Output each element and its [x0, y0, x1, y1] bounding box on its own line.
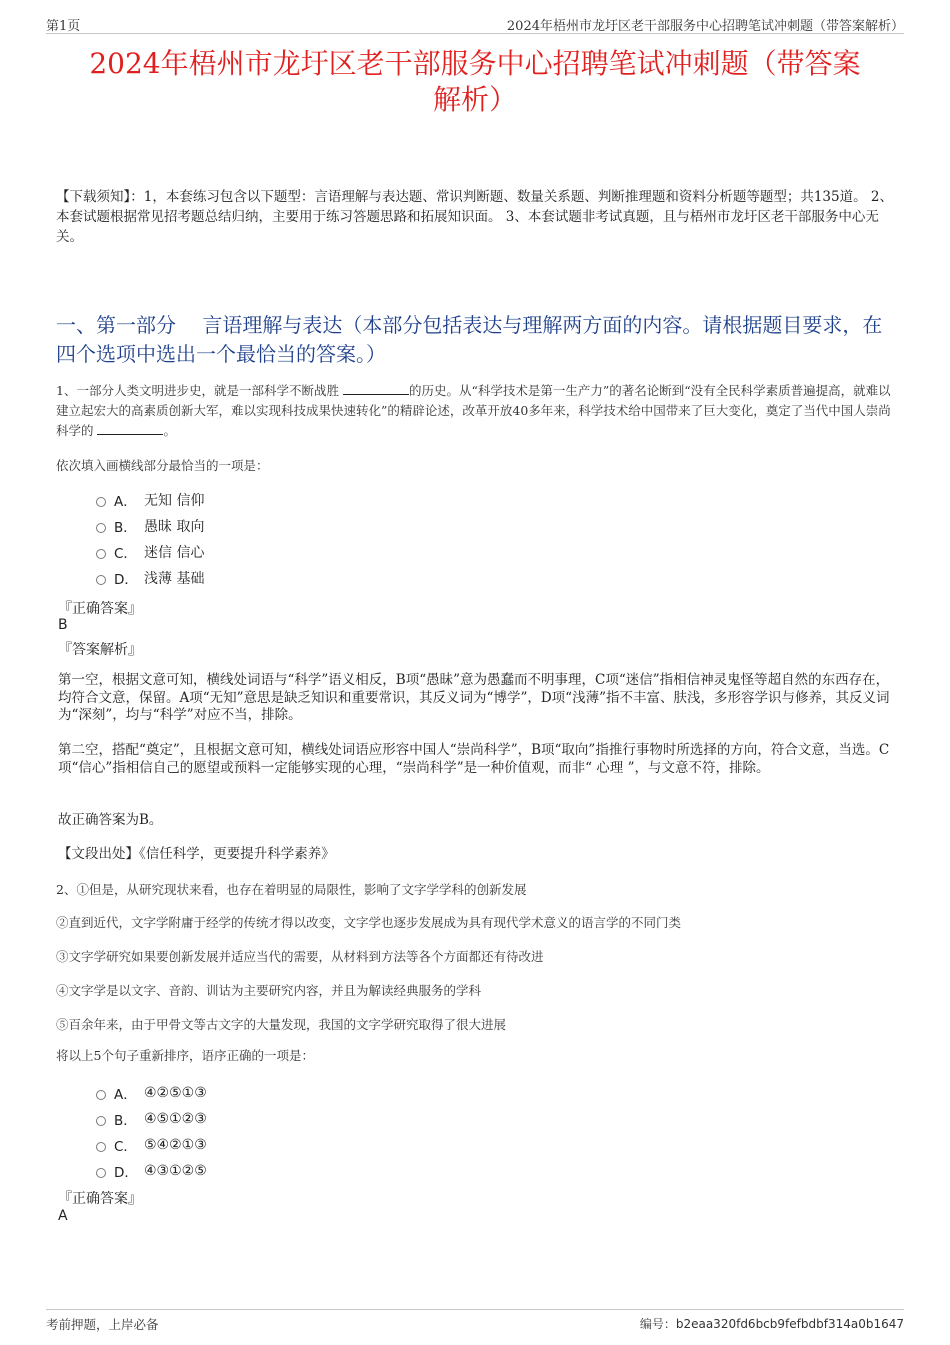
option-letter: B．	[114, 1113, 137, 1129]
q1-instruction: 依次填入画横线部分最恰当的一项是：	[56, 458, 269, 473]
radio-icon[interactable]	[96, 1116, 106, 1126]
q2-sentence-4: ④文字学是以文字、音韵、训诂为主要研究内容，并且为解读经典服务的学科	[56, 983, 482, 998]
option-letter: A．	[114, 1087, 137, 1103]
radio-icon[interactable]	[96, 1090, 106, 1100]
q1-answer: B	[58, 617, 68, 633]
q1-options	[96, 487, 496, 591]
q2-option-d[interactable]	[96, 1158, 496, 1184]
title-line-2: 解析）	[432, 83, 517, 116]
q2-options	[96, 1080, 496, 1184]
q1-option-d[interactable]	[96, 565, 496, 591]
q1-analysis-label: 『答案解析』	[58, 642, 142, 658]
q2-sentence-5: ⑤百余年来，由于甲骨文等古文字的大量发现，我国的文字学研究取得了很大进展	[56, 1017, 507, 1032]
option-text: ④③①②⑤	[144, 1163, 207, 1179]
q1-answer-label: 『正确答案』	[58, 601, 142, 617]
option-letter: D．	[114, 1165, 138, 1181]
q2-option-b[interactable]	[96, 1106, 496, 1132]
option-text: ④②⑤①③	[144, 1085, 207, 1101]
page-header	[46, 14, 904, 34]
q1-analysis-conclusion: 故正确答案为B。	[58, 812, 163, 828]
page-number: 第1页	[46, 19, 81, 34]
q1-option-a[interactable]	[96, 487, 496, 513]
q1-analysis-paragraph-2: 第二空，搭配“奠定”，且根据文意可知，横线处词语应形容中国人“崇尚科学”，B项“取向”指推行事物时所选择的方向，符合文意，当选。C项“信心”指相信自己的愿望或预料一定能够实现的心理，“崇尚科学”是一种价值观，而非“ 心理 ”，与文意不符，排除。	[58, 742, 890, 776]
header-doc-title: 2024年梧州市龙圩区老干部服务中心招聘笔试冲刺题（带答案解析）	[506, 19, 904, 34]
q2-option-c[interactable]	[96, 1132, 496, 1158]
option-text: 愚昧 取向	[144, 519, 205, 535]
q1-source: 【文段出处】《信任科学，更要提升科学素养》	[58, 846, 335, 862]
footer-code: 编号：b2eaa320fd6bcb9fefbdbf314a0b1647	[639, 1317, 904, 1331]
q1-blank-2	[97, 422, 163, 435]
option-letter: C．	[114, 546, 137, 562]
q1-text-c: 。	[163, 423, 176, 438]
radio-icon[interactable]	[96, 497, 106, 507]
q1-blank-1	[343, 382, 409, 395]
q1-option-b[interactable]	[96, 513, 496, 539]
q1-text-a: 1、一部分人类文明进步史，就是一部科学不断战胜	[56, 383, 343, 398]
option-text: 无知 信仰	[144, 493, 205, 509]
option-text: 迷信 信心	[144, 545, 205, 561]
q1-text-b: 的历史。从“科学技术是第一生产力”的著名论断到“没有全民科学素质普遍提高，就难以建立起宏大的高素质创新大军，难以实现科技成果快速转化”的精辟论述，改革开放40多年来，科学技术给中国带来了巨大变化，奠定了当代中国人崇尚科学的	[56, 383, 891, 438]
document-title	[40, 46, 910, 118]
radio-icon[interactable]	[96, 575, 106, 585]
footer-slogan: 考前押题，上岸必备	[46, 1317, 159, 1332]
radio-icon[interactable]	[96, 523, 106, 533]
q2-sentence-2: ②直到近代，文字学附庸于经学的传统才得以改变，文字学也逐步发展成为具有现代学术意义的语言学的不同门类	[56, 915, 682, 930]
option-letter: A．	[114, 494, 137, 510]
option-text: ④⑤①②③	[144, 1111, 207, 1127]
page-footer	[46, 1309, 904, 1333]
option-text: ⑤④②①③	[144, 1137, 207, 1153]
radio-icon[interactable]	[96, 1142, 106, 1152]
section-title: 一、第一部分 言语理解与表达（本部分包括表达与理解两方面的内容。请根据题目要求，在四个选项中选出一个最恰当的答案。）	[56, 313, 883, 366]
title-line-1: 2024年梧州市龙圩区老干部服务中心招聘笔试冲刺题（带答案	[89, 47, 861, 80]
option-text: 浅薄 基础	[144, 571, 205, 587]
q2-answer-label: 『正确答案』	[58, 1191, 142, 1207]
q2-sentence-1: 2、①但是，从研究现状来看，也存在着明显的局限性，影响了文字学学科的创新发展	[56, 882, 527, 897]
option-letter: D．	[114, 572, 138, 588]
q1-analysis-paragraph-1: 第一空，根据文意可知，横线处词语与“科学”语义相反，B项“愚昧”意为愚蠢而不明事理，C项“迷信”指相信神灵鬼怪等超自然的东西存在，均符合文意，保留。A项“无知”意思是缺乏知识和重要常识，其反义词为“博学”，D项“浅薄”指不丰富、肤浅，多形容学识与修养，其反义词为“深刻”，均与“科学”对应不当，排除。	[58, 672, 890, 723]
option-letter: C．	[114, 1139, 137, 1155]
radio-icon[interactable]	[96, 1168, 106, 1178]
q1-option-c[interactable]	[96, 539, 496, 565]
q2-instruction: 将以上5个句子重新排序，语序正确的一项是：	[56, 1048, 314, 1063]
radio-icon[interactable]	[96, 549, 106, 559]
q2-sentence-3: ③文字学研究如果要创新发展并适应当代的需要，从材料到方法等各个方面都还有待改进	[56, 949, 544, 964]
question-1-stem	[56, 381, 898, 441]
q2-option-a[interactable]	[96, 1080, 496, 1106]
option-letter: B．	[114, 520, 137, 536]
download-notice: 【下载须知】：1，本套练习包含以下题型：言语理解与表达题、常识判断题、数量关系题、判断推理题和资料分析题等题型；共135道。 2、本套试题根据常见招考题总结归纳，主要用于练习答题思路和拓展知识面。 3、本套试题非考试真题，且与梧州市龙圩区老干部服务中心无关。	[56, 189, 893, 245]
q2-answer: A	[58, 1208, 68, 1224]
